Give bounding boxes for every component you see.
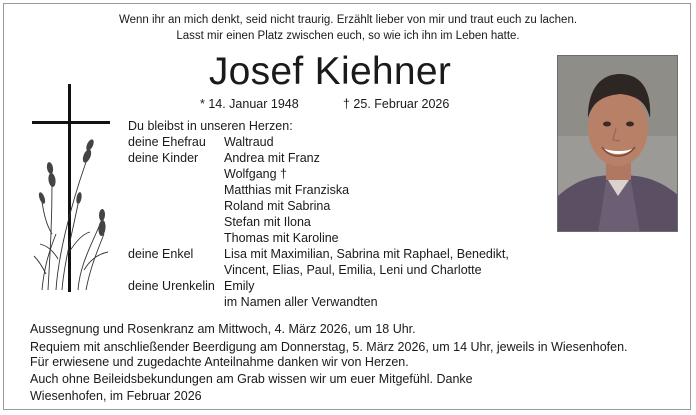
- spouse-label: deine Ehefrau: [128, 135, 206, 149]
- child-entry: Thomas mit Karoline: [224, 231, 339, 245]
- birth-date: * 14. Januar 1948: [200, 97, 299, 111]
- deceased-name: Josef Kiehner: [208, 50, 452, 93]
- footer-line: Wiesenhofen, im Februar 2026: [30, 389, 202, 403]
- portrait-photo: [557, 55, 678, 232]
- footer-line: Für erwiesene und zugedachte Anteilnahme danken wir von Herzen.: [30, 355, 409, 369]
- mourners-intro: Du bleibst in unseren Herzen:: [128, 119, 293, 133]
- child-entry: Roland mit Sabrina: [224, 199, 331, 213]
- grandchildren-label: deine Enkel: [128, 247, 194, 261]
- child-entry: Wolfgang †: [224, 167, 288, 181]
- motto-line-2: Lasst mir einen Platz zwischen euch, so wie ich ihn im Leben hatte.: [176, 30, 520, 42]
- cross-with-wheat-icon: [28, 84, 140, 294]
- relatives-note: im Namen aller Verwandten: [224, 295, 378, 309]
- spouse-name: Waltraud: [224, 135, 274, 149]
- motto-line-1: Wenn ihr an mich denkt, seid nicht traurig. Erzählt lieber von mir und traut euch zu lachen.: [118, 14, 578, 26]
- child-entry: Stefan mit Ilona: [224, 215, 311, 229]
- child-entry: Andrea mit Franz: [224, 151, 320, 165]
- great-grandchild-label: deine Urenkelin: [128, 279, 215, 293]
- footer-line: Auch ohne Beileidsbekundungen am Grab wissen wir um euer Mitgefühl. Danke: [30, 372, 473, 386]
- footer-line: Requiem mit anschließender Beerdigung am Donnerstag, 5. März 2026, um 14 Uhr, jeweils in Wiesenhofen.: [30, 340, 628, 354]
- grandchildren-line: Lisa mit Maximilian, Sabrina mit Raphael, Benedikt,: [224, 247, 509, 261]
- children-label: deine Kinder: [128, 151, 199, 165]
- child-entry: Matthias mit Franziska: [224, 183, 350, 197]
- motto: [0, 12, 696, 44]
- great-grandchild-name: Emily: [224, 279, 255, 293]
- death-date: † 25. Februar 2026: [343, 97, 450, 111]
- footer-line: Aussegnung und Rosenkranz am Mittwoch, 4. März 2026, um 18 Uhr.: [30, 322, 416, 336]
- grandchildren-line: Vincent, Elias, Paul, Emilia, Leni und Charlotte: [224, 263, 482, 277]
